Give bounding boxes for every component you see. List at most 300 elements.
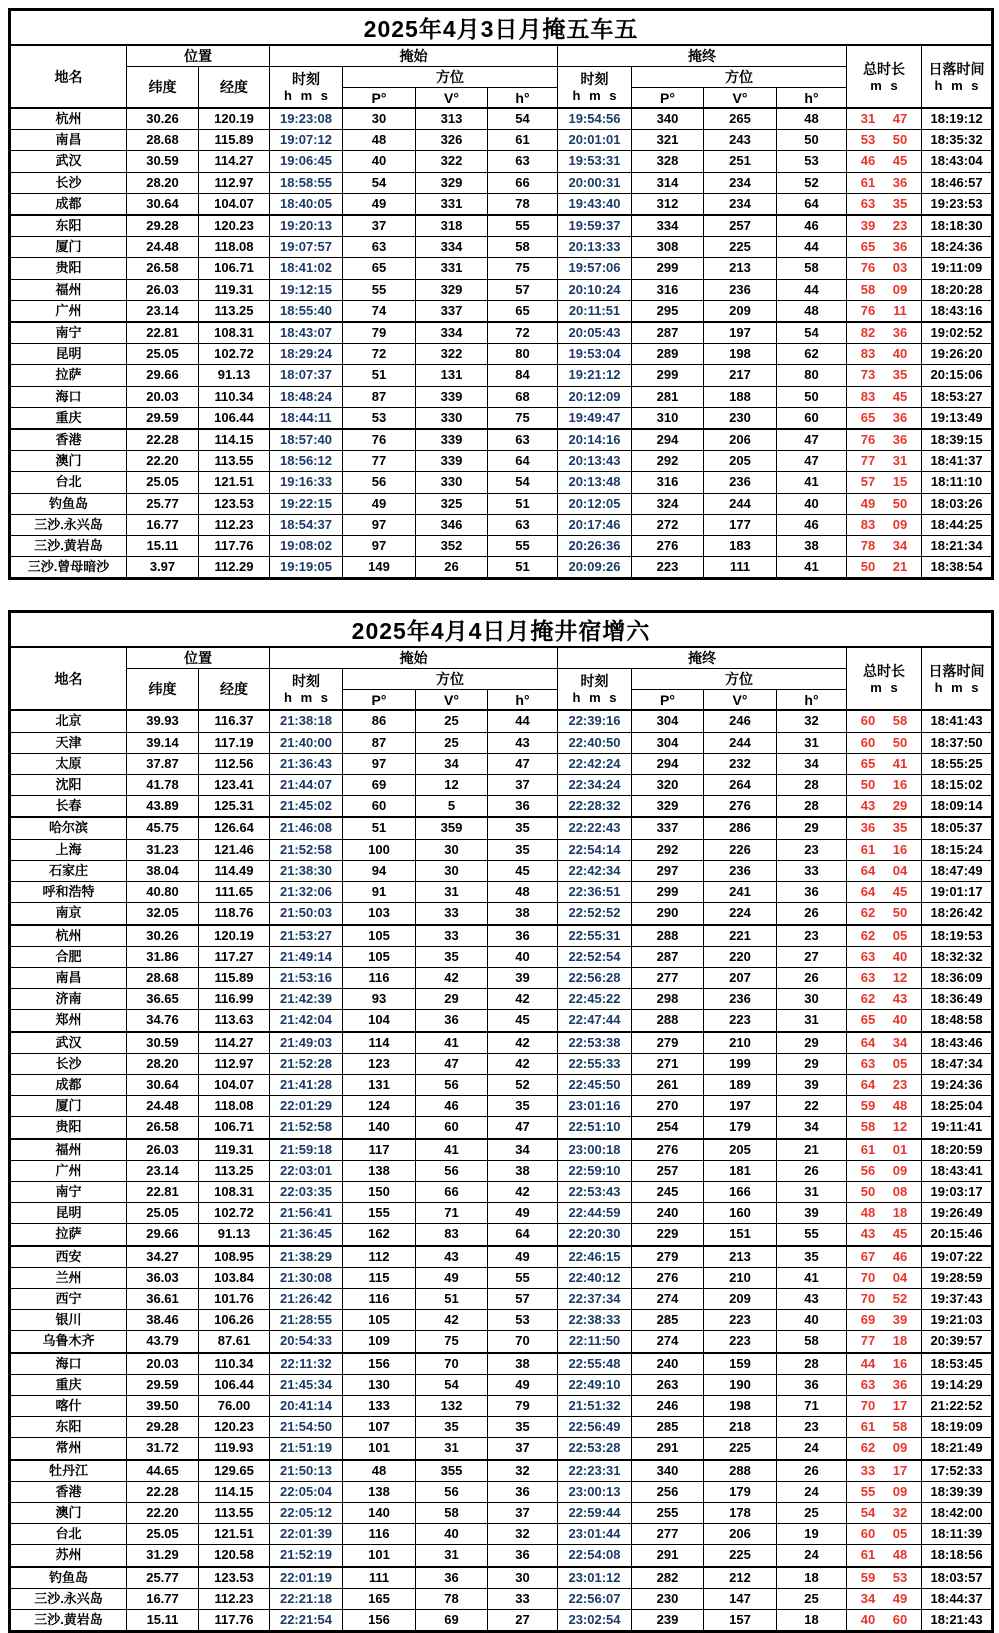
longitude-cell: 120.19 (199, 108, 270, 130)
end-v-cell: 276 (704, 796, 777, 818)
start-h-cell: 75 (488, 407, 558, 429)
end-p-cell: 299 (632, 365, 704, 386)
duration-minutes: 65 (860, 1012, 876, 1028)
latitude-cell: 38.46 (127, 1310, 199, 1331)
end-p-cell: 316 (632, 279, 704, 300)
sunset-cell: 20:39:57 (922, 1331, 993, 1353)
start-v-cell: 331 (416, 193, 488, 215)
start-time-cell: 22:21:54 (270, 1610, 343, 1632)
table-row (10, 1331, 993, 1353)
table-row (10, 1032, 993, 1054)
sunset-cell: 18:47:34 (922, 1053, 993, 1074)
city-cell: 澳门 (10, 1502, 127, 1523)
city-cell: 长沙 (10, 172, 127, 193)
start-h-cell: 42 (488, 1181, 558, 1202)
latitude-cell: 31.72 (127, 1438, 199, 1460)
city-cell: 三沙.黄岩岛 (10, 536, 127, 557)
duration-minutes: 61 (860, 841, 876, 857)
col-header-start-azimuth: 方位 (343, 67, 558, 88)
start-p-cell: 107 (343, 1417, 416, 1438)
table-row (10, 1460, 993, 1482)
duration-cell (847, 1567, 922, 1589)
start-p-cell: 51 (343, 365, 416, 386)
start-p-cell: 37 (343, 215, 416, 237)
latitude-cell: 43.89 (127, 796, 199, 818)
duration-seconds: 09 (892, 1440, 908, 1456)
start-v-cell: 31 (416, 1438, 488, 1460)
duration-minutes: 78 (860, 538, 876, 554)
duration-seconds: 12 (892, 1119, 908, 1135)
latitude-cell: 38.04 (127, 860, 199, 881)
duration-seconds: 48 (892, 1547, 908, 1563)
end-v-cell: 236 (704, 279, 777, 300)
longitude-cell: 119.31 (199, 1139, 270, 1161)
start-v-cell: 33 (416, 903, 488, 925)
start-v-cell: 334 (416, 322, 488, 344)
start-v-cell: 352 (416, 536, 488, 557)
start-p-cell: 156 (343, 1353, 416, 1375)
sunset-cell: 18:53:27 (922, 386, 993, 407)
end-time-cell: 20:12:09 (558, 386, 632, 407)
start-time-cell: 20:41:14 (270, 1395, 343, 1416)
duration-cell (847, 946, 922, 967)
start-time-cell: 21:49:14 (270, 946, 343, 967)
start-p-cell: 116 (343, 1524, 416, 1545)
sunset-cell: 18:35:32 (922, 130, 993, 151)
duration-cell (847, 386, 922, 407)
latitude-cell: 22.20 (127, 451, 199, 472)
start-time-cell: 21:42:39 (270, 989, 343, 1010)
longitude-cell: 113.63 (199, 1010, 270, 1032)
city-cell: 杭州 (10, 925, 127, 947)
table-row (10, 710, 993, 732)
city-cell: 香港 (10, 429, 127, 451)
end-time-cell: 22:45:22 (558, 989, 632, 1010)
duration-cell (847, 451, 922, 472)
start-h-cell: 57 (488, 1288, 558, 1309)
start-time-cell: 20:54:33 (270, 1331, 343, 1353)
duration-seconds: 34 (892, 1034, 908, 1050)
start-p-cell: 49 (343, 193, 416, 215)
start-time-cell: 19:07:57 (270, 237, 343, 258)
duration-cell (847, 429, 922, 451)
duration-seconds: 36 (892, 432, 908, 448)
end-h-cell: 52 (777, 172, 847, 193)
table-row (10, 967, 993, 988)
end-p-cell: 334 (632, 215, 704, 237)
start-h-cell: 38 (488, 903, 558, 925)
duration-minutes: 40 (860, 1612, 876, 1627)
start-time-cell: 21:52:28 (270, 1053, 343, 1074)
sunset-cell: 18:03:57 (922, 1567, 993, 1589)
start-p-cell: 115 (343, 1267, 416, 1288)
start-p-cell: 156 (343, 1610, 416, 1632)
duration-seconds: 50 (892, 905, 908, 921)
city-cell: 南宁 (10, 322, 127, 344)
end-time-cell: 19:43:40 (558, 193, 632, 215)
duration-minutes: 60 (860, 734, 876, 750)
duration-cell (847, 493, 922, 514)
end-v-cell: 177 (704, 514, 777, 535)
end-p-cell: 337 (632, 817, 704, 839)
duration-minutes: 34 (860, 1590, 876, 1606)
col-header-end-time (558, 67, 632, 109)
latitude-cell: 30.64 (127, 1074, 199, 1095)
end-time-cell: 19:54:56 (558, 108, 632, 130)
col-header-p-start: P° (343, 88, 416, 109)
end-time-cell: 22:23:31 (558, 1460, 632, 1482)
longitude-cell: 116.37 (199, 710, 270, 732)
duration-cell (847, 839, 922, 860)
latitude-cell: 25.05 (127, 344, 199, 365)
duration-seconds: 16 (892, 777, 908, 793)
end-time-cell: 22:44:59 (558, 1203, 632, 1224)
end-p-cell: 308 (632, 237, 704, 258)
duration-minutes: 31 (860, 111, 876, 126)
end-time-cell: 20:01:01 (558, 130, 632, 151)
latitude-cell: 26.58 (127, 258, 199, 279)
start-p-cell: 40 (343, 151, 416, 172)
longitude-cell: 106.71 (199, 1117, 270, 1139)
start-v-cell: 58 (416, 1502, 488, 1523)
longitude-cell: 110.34 (199, 386, 270, 407)
end-h-cell: 60 (777, 407, 847, 429)
table-row (10, 1096, 993, 1117)
sunset-cell: 18:47:49 (922, 860, 993, 881)
start-p-cell: 97 (343, 536, 416, 557)
latitude-cell: 22.81 (127, 322, 199, 344)
city-cell: 福州 (10, 279, 127, 300)
latitude-cell: 28.68 (127, 967, 199, 988)
end-p-cell: 256 (632, 1481, 704, 1502)
end-h-cell: 23 (777, 925, 847, 947)
city-group (10, 710, 993, 817)
end-v-cell: 210 (704, 1267, 777, 1288)
table-header (10, 612, 993, 711)
duration-seconds: 49 (892, 1590, 908, 1606)
table-row (10, 1502, 993, 1523)
duration-minutes: 55 (860, 1483, 876, 1499)
duration-minutes: 59 (860, 1569, 876, 1585)
end-time-cell: 22:45:50 (558, 1074, 632, 1095)
sunset-cell: 19:23:53 (922, 193, 993, 215)
end-v-cell: 246 (704, 710, 777, 732)
longitude-cell: 112.29 (199, 557, 270, 579)
longitude-cell: 113.25 (199, 1160, 270, 1181)
start-v-cell: 42 (416, 1310, 488, 1331)
end-time-cell: 22:38:33 (558, 1310, 632, 1331)
start-time-cell: 21:50:03 (270, 903, 343, 925)
sunset-cell: 18:37:50 (922, 732, 993, 753)
duration-cell (847, 237, 922, 258)
table-row (10, 279, 993, 300)
start-v-cell: 83 (416, 1224, 488, 1246)
latitude-cell: 22.28 (127, 429, 199, 451)
end-h-cell: 71 (777, 1395, 847, 1416)
end-h-cell: 31 (777, 1010, 847, 1032)
col-header-position: 位置 (127, 45, 270, 67)
start-v-cell: 326 (416, 130, 488, 151)
col-header-v-end: V° (704, 88, 777, 109)
end-p-cell: 285 (632, 1417, 704, 1438)
end-v-cell: 241 (704, 882, 777, 903)
end-h-cell: 50 (777, 386, 847, 407)
end-p-cell: 291 (632, 1545, 704, 1567)
end-h-cell: 58 (777, 258, 847, 279)
duration-cell (847, 172, 922, 193)
longitude-cell: 117.76 (199, 536, 270, 557)
start-p-cell: 140 (343, 1502, 416, 1523)
start-v-cell: 47 (416, 1053, 488, 1074)
table-row (10, 237, 993, 258)
duration-minutes: 63 (860, 1376, 876, 1392)
end-h-cell: 28 (777, 775, 847, 796)
latitude-cell: 23.14 (127, 300, 199, 322)
end-p-cell: 230 (632, 1588, 704, 1609)
start-v-cell: 78 (416, 1588, 488, 1609)
end-time-cell: 22:52:52 (558, 903, 632, 925)
duration-minutes: 39 (860, 218, 876, 234)
duration-seconds: 09 (892, 281, 908, 297)
duration-cell (847, 1417, 922, 1438)
sunset-cell: 18:25:04 (922, 1096, 993, 1117)
start-time-cell: 19:06:45 (270, 151, 343, 172)
duration-seconds: 40 (892, 948, 908, 964)
start-h-cell: 37 (488, 1502, 558, 1523)
table-title: 2025年4月3日月掩五车五 (10, 10, 993, 46)
duration-minutes: 70 (860, 1290, 876, 1306)
end-v-cell: 234 (704, 172, 777, 193)
col-header-duration (847, 45, 922, 108)
start-time-cell: 19:20:13 (270, 215, 343, 237)
start-h-cell: 34 (488, 1139, 558, 1161)
duration-cell (847, 1524, 922, 1545)
duration-minutes: 63 (860, 1055, 876, 1071)
start-v-cell: 330 (416, 407, 488, 429)
duration-cell (847, 732, 922, 753)
start-time-cell: 18:56:12 (270, 451, 343, 472)
duration-cell (847, 1545, 922, 1567)
start-time-cell: 21:41:28 (270, 1074, 343, 1095)
duration-minutes: 62 (860, 991, 876, 1007)
duration-cell (847, 365, 922, 386)
start-time-cell: 21:36:43 (270, 753, 343, 774)
start-v-cell: 56 (416, 1481, 488, 1502)
longitude-cell: 118.76 (199, 903, 270, 925)
end-h-cell: 24 (777, 1545, 847, 1567)
table-row (10, 1438, 993, 1460)
end-time-cell: 20:05:43 (558, 322, 632, 344)
end-time-cell: 22:39:16 (558, 710, 632, 732)
start-h-cell: 33 (488, 1588, 558, 1609)
end-p-cell: 292 (632, 451, 704, 472)
start-p-cell: 109 (343, 1331, 416, 1353)
city-group (10, 817, 993, 924)
duration-cell (847, 1203, 922, 1224)
table-row (10, 365, 993, 386)
end-v-cell: 223 (704, 1310, 777, 1331)
longitude-cell: 119.31 (199, 279, 270, 300)
latitude-cell: 36.03 (127, 1267, 199, 1288)
end-p-cell: 320 (632, 775, 704, 796)
duration-cell (847, 300, 922, 322)
city-cell: 台北 (10, 1524, 127, 1545)
end-p-cell: 287 (632, 946, 704, 967)
latitude-cell: 29.28 (127, 1417, 199, 1438)
end-v-cell: 264 (704, 775, 777, 796)
start-time-cell: 18:58:55 (270, 172, 343, 193)
end-v-cell: 209 (704, 1288, 777, 1309)
duration-cell (847, 1096, 922, 1117)
sunset-cell: 18:44:37 (922, 1588, 993, 1609)
end-time-cell: 19:59:37 (558, 215, 632, 237)
start-h-cell: 49 (488, 1246, 558, 1268)
city-cell: 石家庄 (10, 860, 127, 881)
duration-minutes: 65 (860, 755, 876, 771)
duration-cell (847, 817, 922, 839)
duration-minutes: 54 (860, 1504, 876, 1520)
sunset-cell: 18:55:25 (922, 753, 993, 774)
start-h-cell: 55 (488, 215, 558, 237)
longitude-cell: 114.27 (199, 151, 270, 172)
start-time-cell: 21:38:18 (270, 710, 343, 732)
longitude-cell: 102.72 (199, 344, 270, 365)
end-time-cell: 22:34:24 (558, 775, 632, 796)
duration-cell (847, 1160, 922, 1181)
start-v-cell: 35 (416, 946, 488, 967)
start-h-cell: 36 (488, 1545, 558, 1567)
longitude-cell: 120.19 (199, 925, 270, 947)
table-row (10, 407, 993, 429)
end-h-cell: 19 (777, 1524, 847, 1545)
col-header-start-azimuth: 方位 (343, 669, 558, 690)
end-p-cell: 285 (632, 1310, 704, 1331)
sunset-cell: 18:11:10 (922, 472, 993, 493)
duration-minutes: 33 (860, 1462, 876, 1478)
end-v-cell: 218 (704, 1417, 777, 1438)
duration-seconds: 23 (892, 1076, 908, 1092)
city-cell: 西宁 (10, 1288, 127, 1309)
duration-seconds: 18 (892, 1333, 908, 1349)
start-time-cell: 21:42:04 (270, 1010, 343, 1032)
start-v-cell: 355 (416, 1460, 488, 1482)
end-time-cell: 19:21:12 (558, 365, 632, 386)
end-v-cell: 197 (704, 322, 777, 344)
end-v-cell: 286 (704, 817, 777, 839)
col-header-sunset (922, 647, 993, 710)
end-v-cell: 207 (704, 967, 777, 988)
duration-seconds: 34 (892, 538, 908, 554)
latitude-cell: 36.61 (127, 1288, 199, 1309)
end-p-cell: 271 (632, 1053, 704, 1074)
start-h-cell: 54 (488, 108, 558, 130)
col-header-h-end: h° (777, 88, 847, 109)
end-p-cell: 340 (632, 108, 704, 130)
city-cell: 钓鱼岛 (10, 493, 127, 514)
duration-minutes: 58 (860, 1119, 876, 1135)
end-p-cell: 321 (632, 130, 704, 151)
longitude-cell: 104.07 (199, 193, 270, 215)
start-v-cell: 36 (416, 1567, 488, 1589)
duration-seconds: 48 (892, 1098, 908, 1114)
longitude-cell: 108.95 (199, 1246, 270, 1268)
city-cell: 乌鲁木齐 (10, 1331, 127, 1353)
start-p-cell: 63 (343, 237, 416, 258)
city-group (10, 322, 993, 429)
sunset-cell: 18:21:34 (922, 536, 993, 557)
end-v-cell: 225 (704, 237, 777, 258)
duration-cell (847, 1053, 922, 1074)
duration-minutes: 61 (860, 1141, 876, 1157)
start-v-cell: 56 (416, 1074, 488, 1095)
end-time-cell: 22:56:07 (558, 1588, 632, 1609)
sunset-cell: 18:03:26 (922, 493, 993, 514)
duration-seconds: 50 (892, 495, 908, 511)
end-h-cell: 26 (777, 1160, 847, 1181)
start-v-cell: 339 (416, 451, 488, 472)
sunset-cell: 18:18:30 (922, 215, 993, 237)
duration-cell (847, 967, 922, 988)
start-h-cell: 32 (488, 1524, 558, 1545)
end-v-cell: 288 (704, 1460, 777, 1482)
table-row (10, 1010, 993, 1032)
start-h-cell: 42 (488, 989, 558, 1010)
start-v-cell: 66 (416, 1181, 488, 1202)
duration-minutes: 61 (860, 1547, 876, 1563)
start-h-cell: 35 (488, 839, 558, 860)
longitude-cell: 120.23 (199, 1417, 270, 1438)
end-h-cell: 27 (777, 946, 847, 967)
longitude-cell: 117.27 (199, 946, 270, 967)
latitude-cell: 39.50 (127, 1395, 199, 1416)
latitude-cell: 40.80 (127, 882, 199, 903)
sunset-cell: 18:24:36 (922, 237, 993, 258)
start-h-cell: 63 (488, 514, 558, 535)
start-p-cell: 131 (343, 1074, 416, 1095)
end-p-cell: 329 (632, 796, 704, 818)
end-p-cell: 314 (632, 172, 704, 193)
start-p-cell: 86 (343, 710, 416, 732)
end-p-cell: 312 (632, 193, 704, 215)
duration-minutes: 61 (860, 1419, 876, 1435)
end-time-cell: 22:40:50 (558, 732, 632, 753)
start-h-cell: 55 (488, 536, 558, 557)
end-v-cell: 181 (704, 1160, 777, 1181)
end-time-cell: 20:17:46 (558, 514, 632, 535)
duration-minutes: 69 (860, 1312, 876, 1328)
end-v-cell: 166 (704, 1181, 777, 1202)
start-p-cell: 138 (343, 1481, 416, 1502)
start-v-cell: 26 (416, 557, 488, 579)
sunset-cell: 18:21:43 (922, 1610, 993, 1632)
duration-minutes: 62 (860, 905, 876, 921)
start-h-cell: 51 (488, 493, 558, 514)
col-header-occultation-start: 掩始 (270, 45, 558, 67)
start-h-cell: 47 (488, 753, 558, 774)
end-time-cell: 22:54:14 (558, 839, 632, 860)
duration-cell (847, 860, 922, 881)
start-p-cell: 104 (343, 1010, 416, 1032)
duration-cell (847, 344, 922, 365)
end-v-cell: 232 (704, 753, 777, 774)
duration-label: 总时长 (863, 60, 905, 77)
end-time-cell: 20:10:24 (558, 279, 632, 300)
duration-minutes: 61 (860, 174, 876, 190)
sunset-cell: 18:19:53 (922, 925, 993, 947)
start-h-cell: 78 (488, 193, 558, 215)
start-h-cell: 65 (488, 300, 558, 322)
start-h-cell: 36 (488, 796, 558, 818)
